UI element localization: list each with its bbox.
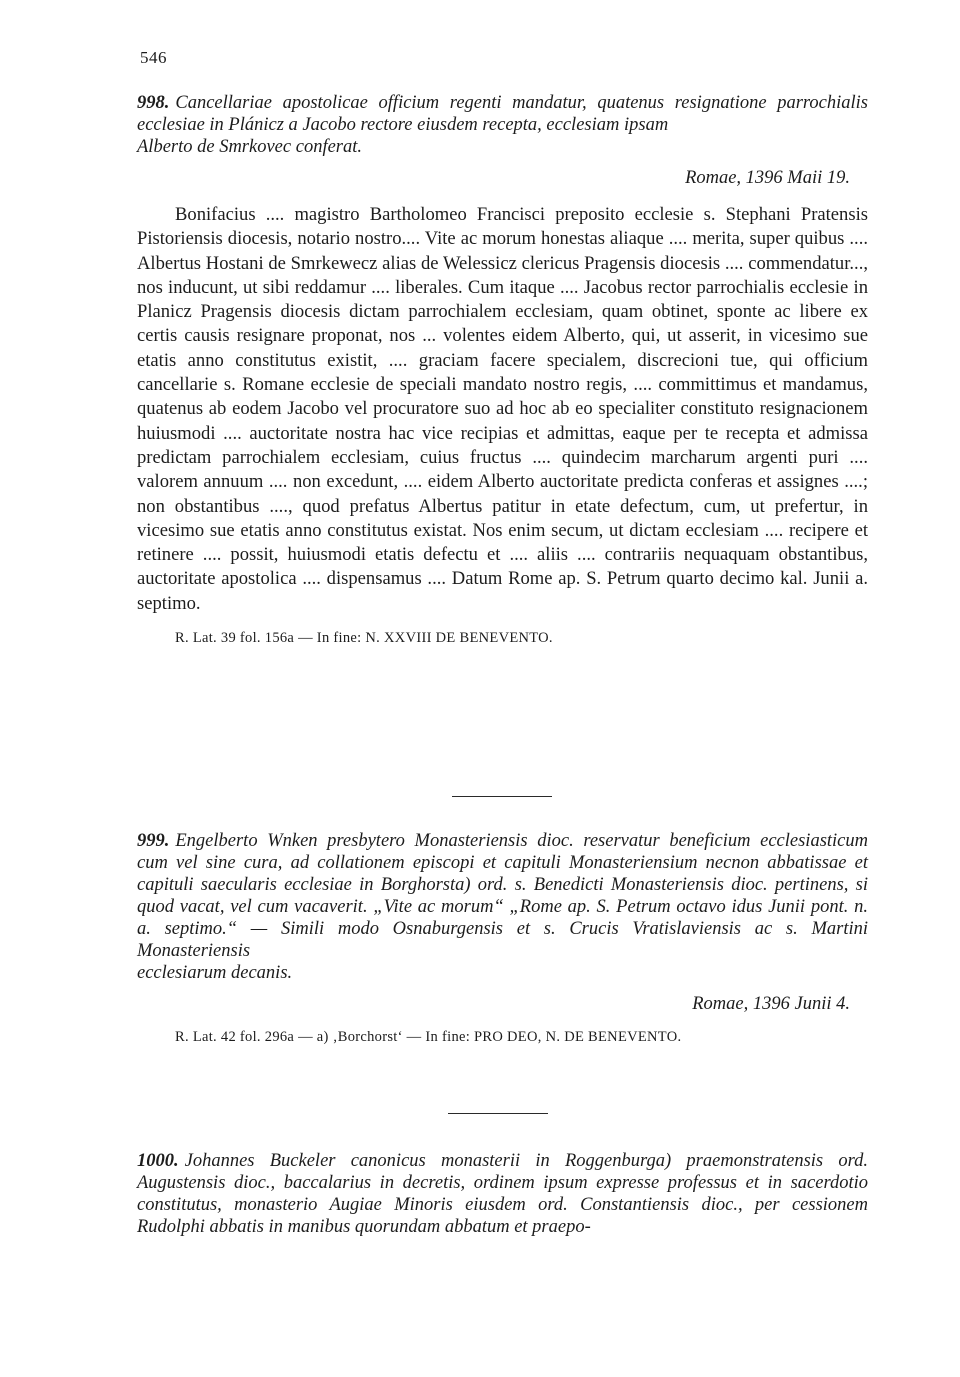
source-note: R. Lat. 39 fol. 156a — In fine: N. XXVIII DE BENEVENTO.: [175, 630, 553, 647]
entry-summary: [137, 830, 868, 984]
summary-last-line: Alberto de Smrkovec conferat.: [137, 137, 363, 157]
entry-number: 998.: [137, 93, 170, 113]
section-divider: [448, 1113, 548, 1114]
summary-last-line: ecclesiarum decanis.: [137, 963, 293, 983]
page-number: 546: [140, 48, 167, 67]
summary-text: Cancellariae apostolicae officium regenti mandatur, quatenus resignatione parrochialis ecclesiae in Plánicz a Jacobo rectore eiusdem recepta, ecclesiam ipsam: [137, 93, 868, 135]
dateline: Romae, 1396 Junii 4.: [692, 994, 850, 1014]
entry-summary: [137, 1150, 868, 1238]
entry-1000: [137, 1150, 868, 1238]
section-divider: [452, 796, 552, 797]
summary-text: Engelberto Wnken presbytero Monasteriensis dioc. reservatur beneficium ecclesiasticum cum vel sine cura, ad collationem episcopi et capituli Monasteriensium necnon abbatissae et capituli saecularis ecclesiae in Borghorsta) ord. s. Benedicti Monasteriensis dioc. pertinens, si quod vacat, vel cum vacaverit. „Vite ac morum“ „Rome ap. S. Petrum octavo idus Junii pont. n. a. septimo.“ — Simili modo Osnaburgensis et s. Crucis Vratislaviensis ac s. Martini Monasteriensis: [137, 831, 868, 961]
document-body: Bonifacius .... magistro Bartholomeo Francisci preposito ecclesie s. Stephani Pratensis Pistoriensis diocesis, notario nostro.... Vite ac morum honestas aliaque .... merita, super quibus .... Albertus Hostani de Smrkewecz alias de Welessicz clericus Pragensis diocesis .... commendatur..., nos inducunt, ut sibi reddamur .... liberales. Cum itaque .... Jacobus rector parrochialis ecclesie in Planicz Pragensis diocesis dictam parrochialem ecclesiam, quam obtinet, sponte ac libere ex certis causis resignare proponat, nos ... volentes eidem Alberto, qui, ut asserit, in vicesimo sue etatis anno constitutus existit, .... graciam facere specialem, discrecioni tue, qui officium cancellarie s. Romane ecclesie de speciali mandato nostro regis, .... committimus et mandamus, quatenus ab eodem Jacobo vel procuratore suo ad hoc ab eo specialiter constituto resignacionem huiusmodi .... auctoritate nostra hac vice recipias et admittas, eaque per te recepta et admissa predictam parrochialem ecclesiam, cuius fructus .... quindecim marcharum argenti puri .... valorem annuum .... non excedunt, .... eidem Alberto auctoritate predicta conferas et assignes ....; non obstantibus ...., quod prefatus Albertus patitur in etate defectum, cum, ut prefertur, in vicesimo sue etatis anno constitutus existat. Nos enim secum, ut dictam ecclesiam .... recipere et retinere .... possit, huiusmodi etatis defectu et .... aliis .... contrariis nequaquam obstantibus, auctoritate apostolica .... dispensamus .... Datum Rome ap. S. Petrum quarto decimo kal. Junii a. septimo.: [137, 204, 868, 614]
summary-text: Johannes Buckeler canonicus monasterii in Roggenburga) praemonstratensis ord. Augustensis dioc., baccalarius in decretis, ordinem ipsum expresse professus et in sacerdotio constitutus, monasterio Augiae Minoris eiusdem ord. Constantiensis dioc., per cessionem Rudolphi abbatis in manibus quorundam abbatum et praepo-: [137, 1151, 868, 1237]
source-note: R. Lat. 42 fol. 296a — a) ‚Borchorst‘ — In fine: PRO DEO, N. DE BENEVENTO.: [175, 1029, 682, 1045]
entry-summary: [137, 92, 868, 158]
dateline: Romae, 1396 Maii 19.: [685, 168, 850, 188]
entry-998: [137, 92, 868, 647]
entry-999: [137, 830, 868, 1046]
entry-number: 999.: [137, 831, 170, 851]
entry-number: 1000.: [137, 1151, 179, 1171]
